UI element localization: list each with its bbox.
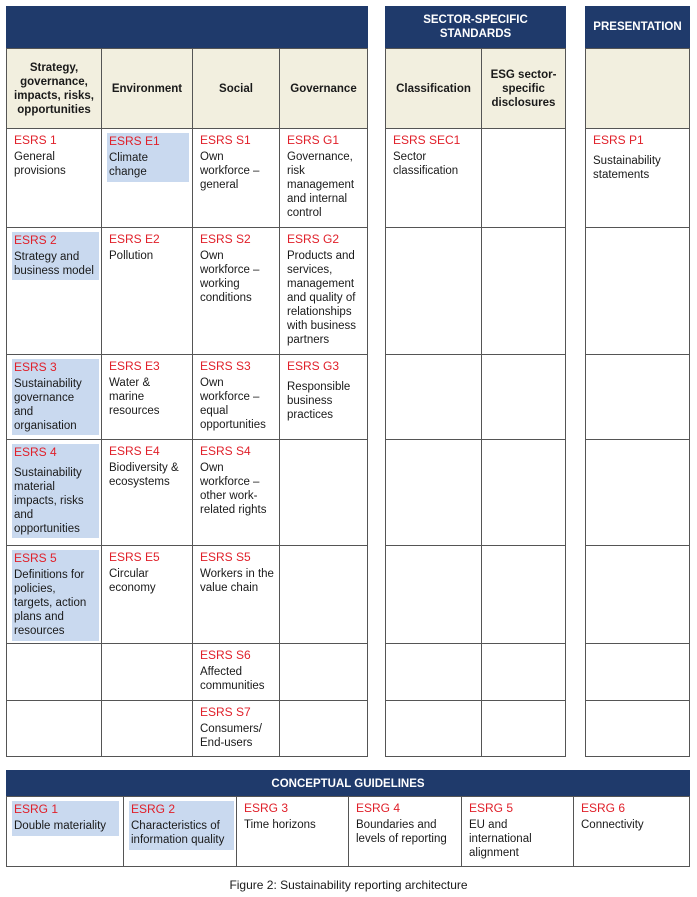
empty-cell bbox=[585, 700, 690, 757]
standard-code: ESRS SEC1 bbox=[393, 133, 461, 147]
presentation-header: PRESENTATION bbox=[585, 6, 690, 48]
guideline-name: Time horizons bbox=[244, 819, 316, 831]
standard-name: Circular economy bbox=[109, 568, 156, 594]
cell-esrs-s3 bbox=[192, 354, 280, 440]
empty-cell bbox=[6, 643, 102, 701]
standard-code: ESRS S1 bbox=[200, 133, 251, 147]
empty-cell bbox=[481, 439, 566, 546]
guideline-name: Connectivity bbox=[581, 819, 644, 831]
cell-esrs-p1 bbox=[585, 128, 690, 228]
guideline-code: ESRG 4 bbox=[356, 801, 401, 815]
standard-name: Definitions for policies, targets, action plans and resources bbox=[14, 569, 87, 637]
empty-cell bbox=[385, 227, 482, 355]
standard-name: Own workforce – other work-related rights bbox=[200, 462, 267, 516]
empty-cell bbox=[385, 700, 482, 757]
standard-code: ESRS 2 bbox=[14, 233, 57, 247]
cell-esrs-3 bbox=[6, 354, 102, 440]
standard-name: Governance, risk management and internal control bbox=[287, 151, 355, 219]
standard-name: General provisions bbox=[14, 151, 66, 177]
empty-cell bbox=[279, 700, 368, 757]
standard-name: Workers in the value chain bbox=[200, 568, 274, 594]
cell-esrs-s7 bbox=[192, 700, 280, 757]
empty-cell bbox=[585, 439, 690, 546]
standard-code: ESRS S4 bbox=[200, 444, 251, 458]
empty-cell bbox=[585, 643, 690, 701]
standard-code: ESRS 3 bbox=[14, 360, 57, 374]
standard-code: ESRS E2 bbox=[109, 232, 160, 246]
sector-specific-header: SECTOR-SPECIFIC STANDARDS bbox=[385, 6, 566, 48]
cell-esrs-g1 bbox=[279, 128, 368, 228]
standard-code: ESRS E3 bbox=[109, 359, 160, 373]
cell-esrg-4 bbox=[348, 796, 462, 867]
cell-esrs-g2 bbox=[279, 227, 368, 355]
cell-esrs-s5 bbox=[192, 545, 280, 644]
cell-esrs-g3 bbox=[279, 354, 368, 440]
empty-cell bbox=[279, 439, 368, 546]
empty-cell bbox=[481, 128, 566, 228]
main-header-bar bbox=[6, 6, 368, 48]
guideline-code: ESRG 6 bbox=[581, 801, 626, 815]
standard-name: Sector classification bbox=[393, 151, 459, 177]
empty-cell bbox=[101, 700, 193, 757]
standard-code: ESRS P1 bbox=[593, 133, 644, 147]
guideline-name: Boundaries and levels of reporting bbox=[356, 819, 447, 845]
cell-esrs-sec1 bbox=[385, 128, 482, 228]
cell-esrg-3 bbox=[236, 796, 349, 867]
cell-esrg-5 bbox=[461, 796, 574, 867]
column-header-governance: Governance bbox=[279, 48, 368, 129]
standard-name: Sustainability material impacts, risks and opportunities bbox=[14, 467, 84, 535]
empty-cell bbox=[481, 227, 566, 355]
empty-cell bbox=[585, 227, 690, 355]
guideline-code: ESRG 3 bbox=[244, 801, 289, 815]
standard-code: ESRS G2 bbox=[287, 232, 340, 246]
empty-cell bbox=[101, 643, 193, 701]
empty-cell bbox=[585, 545, 690, 644]
empty-cell bbox=[585, 354, 690, 440]
standard-code: ESRS S7 bbox=[200, 705, 251, 719]
cell-esrs-5 bbox=[6, 545, 102, 644]
cell-esrs-2 bbox=[6, 227, 102, 355]
empty-cell bbox=[385, 439, 482, 546]
cell-esrs-e2 bbox=[101, 227, 193, 355]
column-header-esg: ESG sector-specific disclosures bbox=[481, 48, 566, 129]
guideline-code: ESRG 2 bbox=[131, 802, 176, 816]
standard-code: ESRS E4 bbox=[109, 444, 160, 458]
standard-code: ESRS 4 bbox=[14, 445, 57, 459]
column-header-classification: Classification bbox=[385, 48, 482, 129]
cell-esrs-s2 bbox=[192, 227, 280, 355]
empty-cell bbox=[385, 643, 482, 701]
column-header-presentation bbox=[585, 48, 690, 129]
guideline-name: Double materiality bbox=[14, 820, 107, 832]
standard-name: Responsible business practices bbox=[287, 381, 351, 421]
standard-code: ESRS 5 bbox=[14, 551, 57, 565]
guideline-code: ESRG 1 bbox=[14, 802, 59, 816]
standard-name: Consumers/ End-users bbox=[200, 723, 262, 749]
cell-esrs-s6 bbox=[192, 643, 280, 701]
cell-esrg-6 bbox=[573, 796, 690, 867]
empty-cell bbox=[481, 354, 566, 440]
empty-cell bbox=[279, 643, 368, 701]
standard-code: ESRS S5 bbox=[200, 550, 251, 564]
standard-code: ESRS G1 bbox=[287, 133, 340, 147]
conceptual-guidelines-header: CONCEPTUAL GUIDELINES bbox=[6, 770, 690, 797]
column-header-social: Social bbox=[192, 48, 280, 129]
standard-code: ESRS S2 bbox=[200, 232, 251, 246]
standard-name: Biodiversity & ecosystems bbox=[109, 462, 179, 488]
figure-caption: Figure 2: Sustainability reporting architecture bbox=[229, 878, 468, 892]
standard-name: Strategy and business model bbox=[14, 251, 94, 277]
standard-code: ESRS E1 bbox=[109, 134, 160, 148]
column-header-environment: Environment bbox=[101, 48, 193, 129]
cell-esrs-e4 bbox=[101, 439, 193, 546]
standard-name: Water & marine resources bbox=[109, 377, 160, 417]
cell-esrs-s4 bbox=[192, 439, 280, 546]
cell-esrg-2 bbox=[123, 796, 237, 867]
guideline-code: ESRG 5 bbox=[469, 801, 514, 815]
empty-cell bbox=[385, 354, 482, 440]
guideline-name: Characteristics of information quality bbox=[131, 820, 225, 846]
standard-name: Products and services, management and quality of relationships with business partners bbox=[287, 250, 357, 346]
cell-esrg-1 bbox=[6, 796, 124, 867]
cell-esrs-4 bbox=[6, 439, 102, 546]
cell-esrs-e5 bbox=[101, 545, 193, 644]
standard-name: Climate change bbox=[109, 152, 148, 178]
standard-name: Own workforce – general bbox=[200, 151, 260, 191]
empty-cell bbox=[481, 643, 566, 701]
cell-esrs-s1 bbox=[192, 128, 280, 228]
empty-cell bbox=[481, 545, 566, 644]
standard-code: ESRS S3 bbox=[200, 359, 251, 373]
standard-name: Own workforce – equal opportunities bbox=[200, 377, 266, 431]
empty-cell bbox=[385, 545, 482, 644]
cell-esrs-e3 bbox=[101, 354, 193, 440]
empty-cell bbox=[6, 700, 102, 757]
column-header-strategy: Strategy, governance, impacts, risks, opportunities bbox=[6, 48, 102, 129]
empty-cell bbox=[279, 545, 368, 644]
standard-code: ESRS 1 bbox=[14, 133, 57, 147]
cell-esrs-e1 bbox=[101, 128, 193, 228]
standard-code: ESRS G3 bbox=[287, 359, 340, 373]
standard-code: ESRS S6 bbox=[200, 648, 251, 662]
cell-esrs-1 bbox=[6, 128, 102, 228]
standard-name: Sustainability governance and organisation bbox=[14, 378, 82, 432]
standard-code: ESRS E5 bbox=[109, 550, 160, 564]
guideline-name: EU and international alignment bbox=[469, 819, 532, 859]
standard-name: Affected communities bbox=[200, 666, 265, 692]
empty-cell bbox=[481, 700, 566, 757]
standard-name: Own workforce – working conditions bbox=[200, 250, 260, 304]
standard-name: Pollution bbox=[109, 250, 154, 262]
standard-name: Sustainability statements bbox=[593, 155, 661, 181]
